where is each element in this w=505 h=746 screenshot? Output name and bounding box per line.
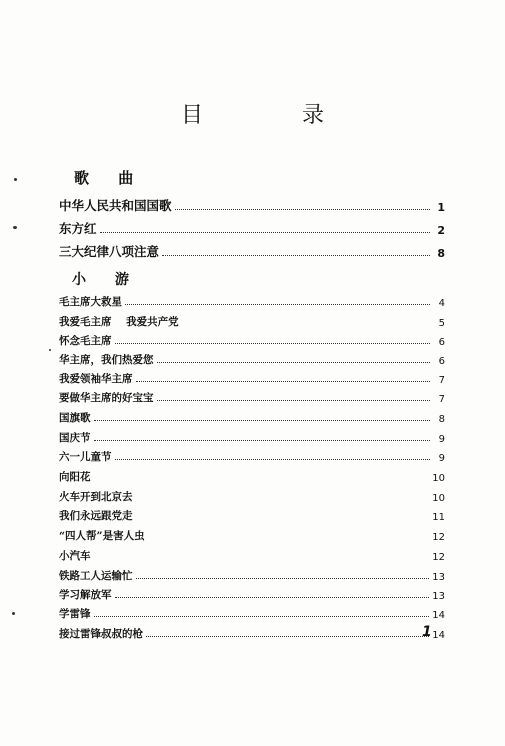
dot-leader <box>94 478 430 480</box>
page-title: 目 录 <box>181 103 370 128</box>
dot-leader <box>157 361 431 363</box>
toc-entry <box>59 548 445 563</box>
toc-entry-title: 怀念毛主席 <box>59 335 112 347</box>
toc-entry <box>59 469 445 484</box>
dot-leader <box>162 254 430 256</box>
dot-leader <box>115 458 431 460</box>
dot-leader <box>100 231 430 233</box>
toc-entry-title: 学习解放军 <box>59 589 112 601</box>
toc-entry-title: 我们永远跟党走 <box>59 510 133 522</box>
toc-entry-title: 三大纪律八项注意 <box>59 244 160 259</box>
toc-entry-page: 12 <box>432 552 445 563</box>
toc-entry-title: 东方红 <box>59 221 97 236</box>
toc-entry-title: 要做华主席的好宝宝 <box>59 392 154 404</box>
scan-speck <box>12 612 15 615</box>
toc-entry-title: 毛主席大救星 <box>59 296 122 308</box>
toc-entry <box>59 390 445 405</box>
toc-entry <box>59 196 445 214</box>
scan-speck <box>14 178 17 181</box>
toc-entry-page: 9 <box>438 453 445 464</box>
toc-entry <box>59 333 445 348</box>
toc-entry <box>59 294 445 309</box>
toc-entry <box>59 587 445 602</box>
toc-entry <box>59 528 445 543</box>
dot-leader <box>148 537 430 539</box>
toc-entry-title: 国旗歌 <box>59 412 91 424</box>
toc-entry-title: 小汽车 <box>59 550 91 562</box>
scan-speck <box>13 226 17 229</box>
toc-entry-title: 火车开到北京去 <box>59 491 133 503</box>
dot-leader <box>115 342 431 344</box>
toc-entry <box>59 219 445 237</box>
toc-entry <box>59 449 445 464</box>
dot-leader <box>136 498 430 500</box>
toc-entry-page: 9 <box>438 434 445 445</box>
dot-leader <box>94 615 430 617</box>
dot-leader <box>136 517 430 519</box>
toc-entry <box>59 371 445 386</box>
toc-entry-title: 我爱领袖华主席 <box>59 373 133 385</box>
toc-entry <box>59 410 445 425</box>
toc-entry-page: 10 <box>432 493 445 504</box>
toc-entry-title: 国庆节 <box>59 432 91 444</box>
toc-entry-page: 8 <box>438 414 445 425</box>
toc-entry-title: 六一儿童节 <box>59 451 112 463</box>
toc-entry <box>59 352 445 367</box>
dot-leader <box>136 380 431 382</box>
toc-entry-title: 接过雷锋叔叔的枪 <box>59 628 143 640</box>
toc-entry-page: 11 <box>432 512 445 523</box>
dot-leader <box>136 577 430 579</box>
toc-entry-page: 14 <box>432 630 445 641</box>
toc-entry-page: 2 <box>437 224 445 237</box>
dot-leader <box>94 557 430 559</box>
toc-entry-page: 7 <box>438 394 445 405</box>
section-heading-rhymes: 小 游 <box>72 272 141 288</box>
toc-entry-title: “四人帮”是害人虫 <box>59 530 145 542</box>
toc-entry-page: 12 <box>432 532 445 543</box>
toc-entry <box>59 606 445 621</box>
dot-leader <box>94 419 431 421</box>
toc-entry-title: 铁路工人运输忙 <box>59 570 133 582</box>
toc-entry-page: 8 <box>437 247 445 260</box>
dot-leader <box>157 399 431 401</box>
toc-entry-page: 1 <box>437 201 445 214</box>
dot-leader <box>175 208 430 210</box>
toc-entry-title: 华主席，我们热爱您 <box>59 354 154 366</box>
page-number: 1 <box>422 624 432 640</box>
toc-entry-page: 6 <box>438 356 445 367</box>
dot-leader <box>182 323 430 325</box>
dot-leader <box>146 635 429 637</box>
toc-entry <box>59 430 445 445</box>
toc-entry <box>59 568 445 583</box>
toc-entry-page: 10 <box>432 473 445 484</box>
toc-entry-title: 向阳花 <box>59 471 91 483</box>
toc-entry-page: 5 <box>438 318 445 329</box>
toc-entry-title: 学雷锋 <box>59 608 91 620</box>
toc-entry <box>59 242 445 260</box>
dot-leader <box>125 303 430 305</box>
toc-entry <box>59 626 445 641</box>
toc-entry-page: 13 <box>432 591 445 602</box>
scan-speck <box>49 349 51 351</box>
toc-entry-page: 13 <box>432 572 445 583</box>
toc-entry-title: 我爱毛主席 我爱共产党 <box>59 316 179 328</box>
toc-entry-page: 4 <box>438 298 445 309</box>
toc-entry-title: 中华人民共和国国歌 <box>59 198 172 213</box>
dot-leader <box>94 439 431 441</box>
dot-leader <box>115 596 430 598</box>
toc-entry <box>59 489 445 504</box>
toc-entry-page: 6 <box>438 337 445 348</box>
toc-entry <box>59 314 445 329</box>
toc-entry-page: 14 <box>432 610 445 621</box>
toc-entry-page: 7 <box>438 375 445 386</box>
toc-entry <box>59 508 445 523</box>
section-heading-songs: 歌 曲 <box>74 169 146 187</box>
